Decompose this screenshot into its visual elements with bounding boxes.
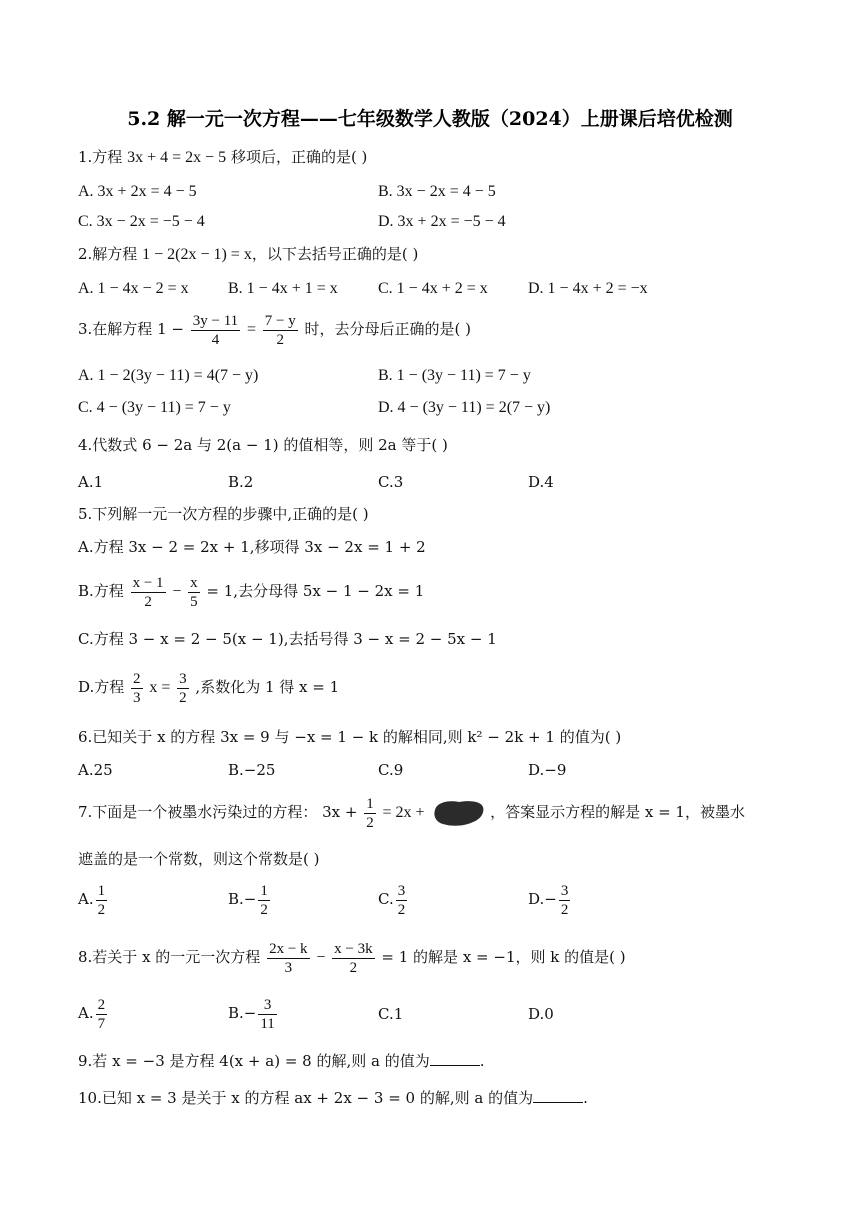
worksheet-title: 5.2 解一元一次方程——七年级数学人教版（2024）上册课后培优检测 — [127, 108, 733, 130]
q3-option-d: D. 4 − (3y − 11) = 2(7 − y) — [378, 399, 551, 416]
q9-answer-blank — [430, 1051, 480, 1066]
q8-option-d: D.0 — [528, 1005, 554, 1023]
q5-d-pre: D.方程 — [78, 678, 125, 696]
q3-option-b: B. 1 − (3y − 11) = 7 − y — [378, 367, 531, 384]
question-4-stem: 4.代数式 6 − 2a 与 2(a − 1) 的值相等，则 2a 等于( ) — [78, 436, 448, 454]
q7-d-prefix: D.− — [528, 890, 557, 908]
q9-stem-post: . — [479, 1052, 485, 1070]
q3-option-c: C. 4 − (3y − 11) = 7 − y — [78, 399, 231, 416]
q7-a-fraction — [96, 882, 108, 919]
q5-d-fraction-1 — [131, 670, 143, 707]
q8-stem-post: = 1 的解是 x = −1，则 k 的值是( ) — [381, 948, 626, 966]
q1-option-a: A. 3x + 2x = 4 − 5 — [78, 183, 197, 200]
q5-d-post: ,系数化为 1 得 x = 1 — [195, 678, 340, 696]
q3-f1-denominator: 4 — [211, 331, 220, 348]
q3-f2-numerator: 7 − y — [264, 312, 296, 329]
q2-option-d: D. 1 − 4x + 2 = −x — [528, 280, 648, 297]
q5-d-f2-numerator: 3 — [179, 670, 187, 687]
q8-a-numerator: 2 — [97, 996, 106, 1013]
ink-blot-icon — [431, 798, 485, 828]
q7-option-b — [228, 880, 272, 919]
q8-fraction-2 — [332, 940, 374, 977]
q5-d-mid: x = — [149, 679, 171, 696]
q1-equation: 3x + 4 = 2x − 5 — [127, 149, 227, 166]
q7-a-numerator: 1 — [97, 882, 106, 899]
question-5-stem: 5.下列解一元一次方程的步骤中,正确的是( ) — [78, 505, 369, 523]
q7-b-prefix: B.− — [228, 890, 257, 908]
question-8-stem — [78, 938, 626, 977]
q3-equals: = — [246, 321, 256, 338]
q8-option-b — [228, 994, 279, 1033]
q5-b-f2-numerator: x — [190, 574, 198, 591]
q7-b-denominator: 2 — [260, 901, 268, 918]
q7-option-c — [378, 880, 409, 919]
q10-stem-post: . — [583, 1089, 588, 1107]
q3-fraction-1 — [191, 312, 240, 349]
q5-b-fraction-2 — [188, 574, 200, 611]
q8-minus: − — [316, 949, 326, 966]
q5-option-b — [78, 572, 424, 611]
q2-stem-post: ，以下去括号正确的是( ) — [251, 245, 419, 263]
question-1-stem — [78, 147, 367, 168]
q7-a-prefix: A. — [78, 890, 94, 908]
q5-d-f2-denominator: 2 — [179, 689, 187, 706]
q2-option-b: B. 1 − 4x + 1 = x — [228, 280, 338, 297]
q5-b-f1-denominator: 2 — [144, 593, 152, 610]
q7-option-d — [528, 880, 572, 919]
q2-option-c: C. 1 − 4x + 2 = x — [378, 280, 488, 297]
q4-option-a: A.1 — [78, 473, 104, 491]
q7-f-denominator: 2 — [366, 814, 374, 831]
q3-stem-pre: 3.在解方程 1 − — [78, 320, 184, 338]
q8-a-denominator: 7 — [97, 1015, 106, 1032]
q7-stem-line-2: 遮盖的是一个常数，则这个常数是( ) — [78, 850, 320, 868]
q8-a-fraction — [96, 996, 108, 1033]
q7-option-a — [78, 880, 109, 919]
q8-stem-pre: 8.若关于 x 的一元一次方程 — [78, 948, 261, 966]
q7-a-denominator: 2 — [97, 901, 106, 918]
q8-fraction-1 — [267, 940, 309, 977]
q10-answer-blank — [533, 1088, 583, 1103]
q1-option-c: C. 3x − 2x = −5 − 4 — [78, 213, 205, 230]
q7-f-numerator: 1 — [366, 795, 374, 812]
q6-option-d: D.−9 — [528, 761, 567, 779]
q5-d-f1-denominator: 3 — [133, 689, 141, 706]
q8-f2-numerator: x − 3k — [334, 940, 373, 957]
q7-c-prefix: C. — [378, 890, 394, 908]
q6-option-a: A.25 — [78, 761, 113, 779]
question-9-stem — [78, 1051, 485, 1071]
q8-f1-numerator: 2x − k — [269, 940, 308, 957]
q5-b-post: = 1,去分母得 5x − 1 − 2x = 1 — [206, 582, 425, 600]
q8-option-c: C.1 — [378, 1005, 404, 1023]
question-7-stem — [78, 793, 745, 832]
q5-option-d — [78, 668, 339, 707]
q3-stem-post: 时，去分母后正确的是( ) — [304, 320, 471, 338]
q2-stem-pre: 2.解方程 — [78, 245, 143, 263]
q7-c-numerator: 3 — [397, 882, 406, 899]
q5-d-fraction-2 — [177, 670, 189, 707]
question-10-stem — [78, 1088, 588, 1108]
q7-fraction — [364, 795, 376, 832]
q5-d-f1-numerator: 2 — [133, 670, 141, 687]
question-3-stem — [78, 310, 471, 349]
q7-d-denominator: 2 — [560, 901, 569, 918]
q6-option-b: B.−25 — [228, 761, 276, 779]
q8-a-prefix: A. — [78, 1004, 94, 1022]
q6-option-c: C.9 — [378, 761, 404, 779]
q7-c-denominator: 2 — [397, 901, 406, 918]
q1-stem-post: 移项后，正确的是( ) — [226, 148, 368, 166]
q10-stem-pre: 10.已知 x = 3 是关于 x 的方程 ax + 2x − 3 = 0 的解,则 a 的值为 — [78, 1089, 534, 1107]
q1-stem-pre: 1.方程 — [78, 148, 128, 166]
q7-b-fraction — [258, 882, 270, 919]
q5-b-minus: − — [172, 583, 182, 600]
q7-stem-mid: = 2x + — [382, 804, 425, 821]
q7-b-numerator: 1 — [260, 882, 268, 899]
q1-option-d: D. 3x + 2x = −5 − 4 — [378, 213, 506, 230]
q4-option-b: B.2 — [228, 473, 254, 491]
q8-f1-denominator: 3 — [284, 959, 293, 976]
q7-c-fraction — [396, 882, 408, 919]
q4-option-d: D.4 — [528, 473, 554, 491]
q9-stem-pre: 9.若 x = −3 是方程 4(x + a) = 8 的解,则 a 的值为 — [78, 1052, 430, 1070]
q7-d-fraction — [559, 882, 571, 919]
question-2-stem — [78, 244, 418, 265]
q8-b-fraction — [258, 996, 276, 1033]
q2-equation: 1 − 2(2x − 1) = x — [142, 246, 252, 263]
q5-option-a: A.方程 3x − 2 = 2x + 1,移项得 3x − 2x = 1 + 2 — [78, 538, 426, 556]
q5-b-f2-denominator: 5 — [190, 593, 198, 610]
q3-fraction-2 — [263, 312, 298, 349]
q5-option-c: C.方程 3 − x = 2 − 5(x − 1),去括号得 3 − x = 2 − 5x − 1 — [78, 630, 497, 648]
q2-option-a: A. 1 − 4x − 2 = x — [78, 280, 189, 297]
q4-option-c: C.3 — [378, 473, 404, 491]
q3-f1-numerator: 3y − 11 — [192, 312, 239, 329]
q7-d-numerator: 3 — [560, 882, 569, 899]
q8-b-denominator: 11 — [260, 1015, 275, 1032]
q5-b-f1-numerator: x − 1 — [132, 574, 164, 591]
q7-stem-pre: 7.下面是一个被墨水污染过的方程： 3x + — [78, 803, 358, 821]
q8-f2-denominator: 2 — [349, 959, 358, 976]
q5-b-fraction-1 — [131, 574, 166, 611]
q3-f2-denominator: 2 — [276, 331, 284, 348]
q8-option-a — [78, 994, 109, 1033]
q1-option-b: B. 3x − 2x = 4 − 5 — [378, 183, 496, 200]
q8-b-prefix: B.− — [228, 1004, 257, 1022]
q5-b-pre: B.方程 — [78, 582, 124, 600]
q3-option-a: A. 1 − 2(3y − 11) = 4(7 − y) — [78, 367, 259, 384]
q8-b-numerator: 3 — [258, 996, 276, 1015]
question-6-stem: 6.已知关于 x 的方程 3x = 9 与 −x = 1 − k 的解相同,则 k² − 2k + 1 的值为( ) — [78, 728, 622, 746]
q7-stem-post: ，答案显示方程的解是 x = 1，被墨水 — [490, 803, 745, 821]
